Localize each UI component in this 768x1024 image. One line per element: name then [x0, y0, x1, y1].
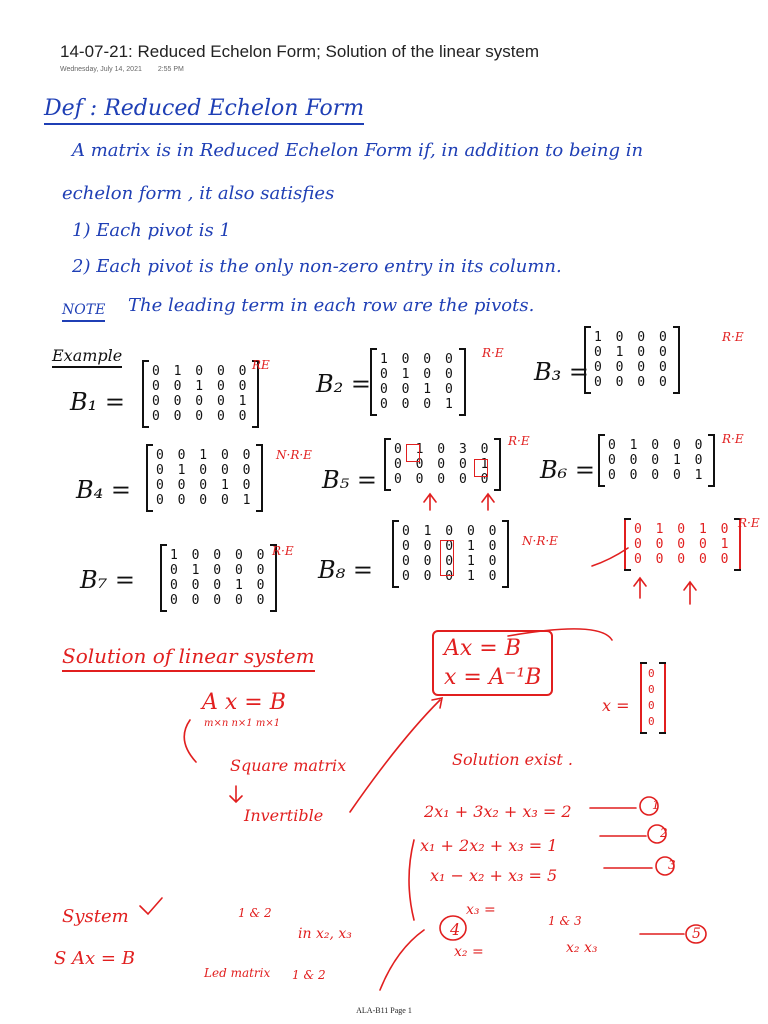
matrix-row: 1 0 0 0	[380, 352, 456, 367]
matrix-b2-label: B₂ =	[316, 370, 371, 398]
matrix-b7-label: B₇ =	[80, 566, 135, 594]
checkmark-system	[140, 898, 162, 914]
matrix-row: 0 1 0 3 0	[394, 442, 492, 457]
vector-entry: 0	[648, 715, 658, 728]
matrix-row: 0 1 0 0 0	[170, 563, 268, 578]
matrix-b2	[370, 350, 466, 414]
bottom-fragment: 1 & 2	[292, 968, 326, 982]
matrix-row: 0 0 0 0 1	[608, 468, 706, 483]
matrix-row: 0 0 0 1 0	[608, 453, 706, 468]
matrix-b1-label: B₁ =	[70, 388, 125, 416]
solution-heading: Solution of linear system	[62, 644, 315, 672]
matrix-b4-label: B₄ =	[76, 476, 131, 504]
definition-line-2: echelon form , it also satisfies	[62, 183, 335, 204]
vector-entry: 0	[648, 683, 658, 696]
in-x2-x3: in x₂, x₃	[298, 926, 352, 942]
side-example-matrix	[624, 520, 741, 569]
pair-1-2: 1 & 2	[238, 906, 272, 920]
system-equation-2: x₁ + 2x₂ + x₃ = 1	[420, 836, 558, 855]
matrix-b1-tag: RE	[252, 358, 270, 372]
matrix-row: 0 0 0 0	[594, 360, 670, 375]
arrow-to-box	[350, 700, 440, 812]
circled-4: 4	[450, 920, 461, 939]
matrix-b3	[584, 328, 680, 392]
vector-entry: 0	[648, 667, 658, 680]
matrix-row: 0 0 1 0 0	[152, 379, 250, 394]
bracket-down	[230, 786, 242, 802]
matrix-b4-tag: N·R·E	[276, 448, 312, 462]
equation-number-2: 2	[660, 826, 668, 840]
matrix-row: 0 0 0 1 0	[156, 478, 254, 493]
matrix-row: 0 0 0 0 0	[170, 593, 268, 608]
matrix-row: 0 1 0 0 0	[152, 364, 250, 379]
x2-equals: x₂ =	[454, 944, 484, 960]
matrix-b3-tag: R·E	[722, 330, 744, 344]
definition-heading: Def : Reduced Echelon Form	[44, 96, 364, 125]
matrix-row: 0 0 0 1 0	[402, 569, 500, 584]
circled-5: 5	[692, 926, 701, 942]
matrix-row: 1 0 0 0 0	[170, 548, 268, 563]
matrix-row: 0 1 0 0 0	[156, 463, 254, 478]
matrix-row: 0 0 0 0 1	[156, 493, 254, 508]
matrix-b1	[142, 362, 259, 426]
matrix-row: 0 0 1 0	[380, 382, 456, 397]
system-label: System	[62, 906, 129, 927]
page-time: 2:55 PM	[157, 66, 184, 73]
matrix-b5-label: B₅ =	[322, 466, 377, 494]
pivot-highlight	[406, 444, 420, 462]
matrix-row: 0 0 1 0 0	[156, 448, 254, 463]
matrix-row: 0 0 0 1 0	[402, 539, 500, 554]
equation-main: A x = B	[202, 690, 286, 715]
lead-matrix-label: Led matrix	[204, 966, 271, 980]
arrow-up-b5	[424, 494, 436, 510]
matrix-row: 0 1 0 1 0	[634, 522, 732, 537]
note-text: The leading term in each row are the pivots.	[128, 295, 535, 316]
matrix-row: 0 1 0 0	[380, 367, 456, 382]
matrix-b6	[598, 436, 715, 485]
page-footer: ALA-B11 Page 1	[356, 1006, 412, 1015]
matrix-row: 0 1 0 0 0	[402, 524, 500, 539]
pivot-highlight	[474, 459, 488, 477]
matrix-b8-label: B₈ =	[318, 556, 373, 584]
system-equation-3: x₁ − x₂ + x₃ = 5	[430, 866, 558, 885]
arrow-up-2	[684, 582, 696, 604]
matrix-row: 0 0 0 0 1	[634, 537, 732, 552]
matrix-b6-tag: R·E	[722, 432, 744, 446]
matrix-row: 0 0 0 0 0	[634, 552, 732, 567]
example-label: Example	[52, 346, 122, 368]
matrix-row: 0 1 0 0	[594, 345, 670, 360]
matrix-b6-label: B₆ =	[540, 456, 595, 484]
equation-number-1: 1	[652, 798, 660, 812]
definition-item-2: 2) Each pivot is the only non-zero entry in its column.	[72, 256, 562, 277]
matrix-b4	[146, 446, 263, 510]
definition-item-1: 1) Each pivot is 1	[72, 220, 231, 241]
matrix-row: 0 0 0 0 1	[152, 394, 250, 409]
x-vector-label: x =	[602, 696, 630, 715]
page-title: 14-07-21: Reduced Echelon Form; Solution of the linear system	[60, 42, 540, 61]
side-example-tag: R·E	[738, 516, 760, 530]
matrix-row: 1 0 0 0	[594, 330, 670, 345]
matrix-row: 0 0 0 0 1	[394, 457, 492, 472]
matrix-b8-tag: N·R·E	[522, 534, 558, 548]
sax-label: S Ax = B	[54, 948, 135, 969]
matrix-row: 0 0 0 0	[594, 375, 670, 390]
solution-exists-label: Solution exist .	[452, 750, 574, 769]
matrix-row: 0 0 0 1 0	[170, 578, 268, 593]
arrow-head	[432, 698, 442, 708]
matrix-b3-label: B₃ =	[534, 358, 589, 386]
inverse-solution-box	[432, 630, 553, 696]
bracket-system	[409, 840, 414, 920]
matrix-row: 0 0 0 1 0	[402, 554, 500, 569]
x2-x3-label: x₂ x₃	[566, 940, 598, 956]
arrow-up-b5b	[482, 494, 494, 510]
boxed-equation-2: x = A⁻¹B	[444, 665, 542, 690]
matrix-row: 0 1 0 0 0	[608, 438, 706, 453]
matrix-b2-tag: R·E	[482, 346, 504, 360]
invertible-label: Invertible	[244, 806, 324, 825]
matrix-row: 0 0 0 1	[380, 397, 456, 412]
note-label: NOTE	[62, 302, 105, 322]
system-equation-1: 2x₁ + 3x₂ + x₃ = 2	[424, 802, 572, 821]
matrix-row: 0 0 0 0 0	[152, 409, 250, 424]
arrow-up-1	[634, 578, 646, 598]
column-highlight	[440, 540, 454, 576]
boxed-equation-1: Ax = B	[444, 636, 521, 661]
page-date: Wednesday, July 14, 2021	[60, 66, 142, 73]
vector-entry: 0	[648, 699, 658, 712]
square-matrix-label: Square matrix	[230, 756, 347, 775]
x3-equals: x₃ =	[466, 902, 496, 918]
equation-number-3: 3	[668, 858, 676, 872]
page-timestamp	[60, 66, 198, 73]
definition-line-1: A matrix is in Reduced Echelon Form if, in addition to being in	[72, 140, 644, 161]
bracket-left	[184, 720, 196, 762]
equation-dimensions: m×n n×1 m×1	[204, 718, 281, 729]
arrow-bottom	[380, 930, 424, 990]
matrix-row: 0 0 0 0 0	[394, 472, 492, 487]
matrix-b5-tag: R·E	[508, 434, 530, 448]
arrow-side-example	[592, 548, 628, 566]
matrix-b7-tag: R·E	[272, 544, 294, 558]
x-vector	[640, 664, 666, 732]
matrix-b7	[160, 546, 277, 610]
pair-1-3: 1 & 3	[548, 914, 582, 928]
